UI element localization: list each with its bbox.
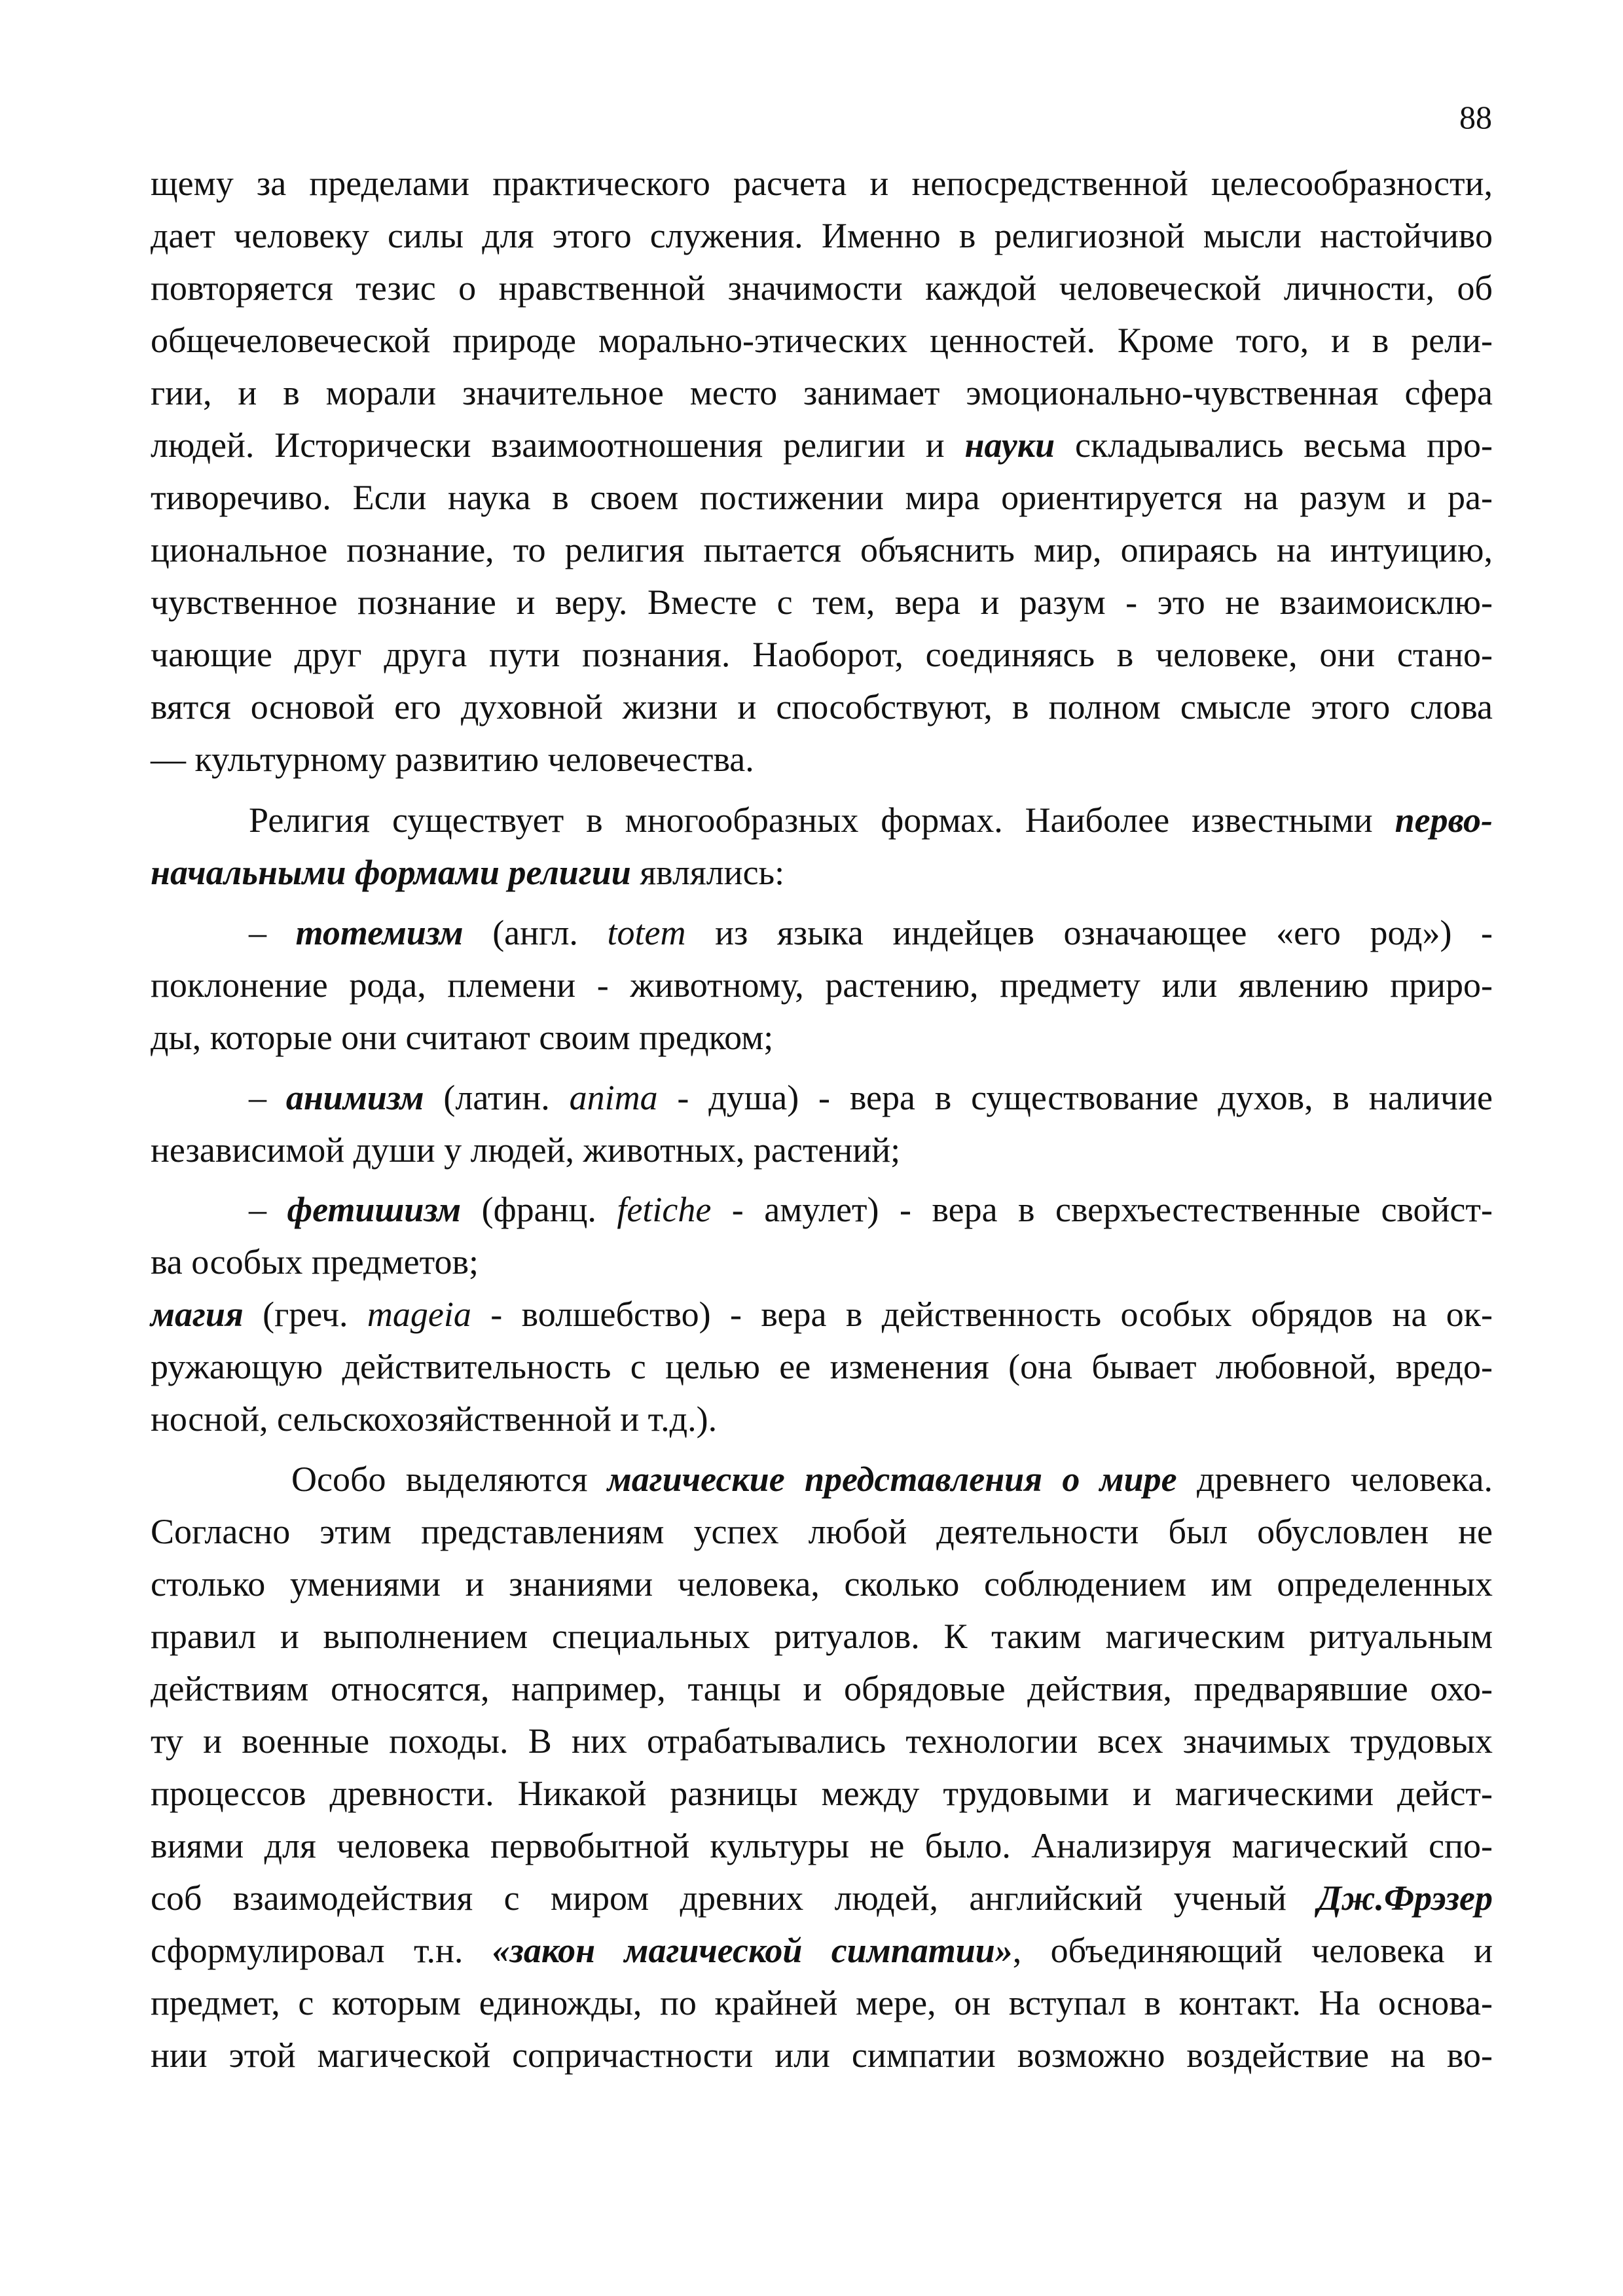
text-line: поклонение рода, племени - животному, растению, предмету или явлению приро- — [151, 965, 1493, 1005]
text-run: (греч. — [243, 1295, 367, 1334]
text-run: Религия существует в многообразных формах. Наиболее известными — [249, 800, 1395, 840]
text-line — [151, 419, 1493, 471]
list-dash: – — [249, 913, 296, 952]
text-line: процессов древности. Никакой разницы между трудовыми и магическими дейст- — [151, 1774, 1493, 1813]
text-line: гии, и в морали значительное место занимает эмоционально-чувственная сфера — [151, 373, 1493, 412]
text-line: ва особых предметов; — [151, 1242, 479, 1282]
text-run: складывались весьма про- — [1055, 425, 1493, 465]
term-totemism: тотемизм — [295, 913, 464, 952]
text-line — [151, 1872, 1493, 1924]
emphasis-term: «закон магической симпатии» — [492, 1931, 1013, 1970]
text-run: Особо выделяются — [291, 1460, 608, 1499]
text-run: - волшебство) - вера в действенность особых обрядов на ок- — [471, 1295, 1493, 1334]
foreign-word: fetiche — [617, 1190, 712, 1229]
text-run: (франц. — [461, 1190, 617, 1229]
text-line: чувственное познание и веру. Вместе с тем, вера и разум - это не взаимоисклю- — [151, 583, 1493, 622]
text-line: независимой души у людей, животных, растений; — [151, 1130, 901, 1170]
text-line — [291, 1453, 1493, 1505]
text-line: действиям относятся, например, танцы и обрядовые действия, предварявшие охо- — [151, 1669, 1493, 1708]
term-magic: магия — [151, 1295, 244, 1334]
foreign-word: anima — [569, 1078, 658, 1117]
list-item — [151, 1288, 1493, 1340]
text-run: (латин. — [424, 1078, 570, 1117]
list-item — [249, 1071, 1493, 1124]
author-name: Дж.Фрэзер — [1317, 1878, 1493, 1918]
page-number: 88 — [1459, 99, 1492, 135]
text-run: соб взаимодействия с миром древних людей, английский ученый — [151, 1878, 1318, 1918]
text-line: предмет, с которым единожды, по крайней мере, он вступал в контакт. На основа- — [151, 1983, 1493, 2022]
emphasis-term: магические представления о мире — [607, 1460, 1177, 1499]
text-line — [151, 846, 1493, 899]
emphasis-term: науки — [964, 425, 1055, 465]
text-line: столько умениями и знаниями человека, сколько соблюдением им определенных — [151, 1564, 1493, 1604]
text-run: - душа) - вера в существование духов, в наличие — [657, 1078, 1493, 1117]
text-run: из языка индейцев означающее «его род») - — [685, 913, 1493, 952]
text-line: — культурному развитию человечества. — [151, 740, 754, 779]
text-run: (англ. — [463, 913, 608, 952]
text-run: - амулет) - вера в сверхъестественные свойст- — [711, 1190, 1493, 1229]
text-line: вятся основой его духовной жизни и способствуют, в полном смысле этого слова — [151, 687, 1493, 726]
list-dash: – — [249, 1078, 286, 1117]
text-line: Согласно этим представлениям успех любой деятельности был обусловлен не — [151, 1512, 1493, 1551]
text-line: дает человеку силы для этого служения. Именно в религиозной мысли настойчиво — [151, 216, 1493, 255]
foreign-word: mageia — [367, 1295, 471, 1334]
text-line: ды, которые они считают своим предком; — [151, 1018, 774, 1057]
text-line: тиворечиво. Если наука в своем постижении мира ориентируется на разум и ра- — [151, 478, 1493, 517]
text-line — [151, 1924, 1493, 1977]
text-run: людей. Исторически взаимоотношения религии и — [151, 425, 965, 465]
text-line: щему за пределами практического расчета и непосредственной целесообразности, — [151, 164, 1493, 203]
text-run: , объединяющий человека и — [1012, 1931, 1493, 1970]
text-line: виями для человека первобытной культуры не было. Анализируя магический спо- — [151, 1826, 1493, 1865]
text-run: древнего человека. — [1176, 1460, 1493, 1499]
text-line: циональное познание, то религия пытается объяснить мир, опираясь на интуицию, — [151, 530, 1493, 569]
text-line: правил и выполнением специальных ритуалов. К таким магическим ритуальным — [151, 1617, 1493, 1656]
text-line: ружающую действительность с целью ее изменения (она бывает любовной, вредо- — [151, 1347, 1493, 1386]
term-fetishism: фетишизм — [287, 1190, 462, 1229]
text-line: чающие друг друга пути познания. Наоборот, соединяясь в человеке, они стано- — [151, 635, 1493, 674]
text-line: общечеловеческой природе морально-этических ценностей. Кроме того, и в рели- — [151, 321, 1493, 360]
emphasis-term: перво- — [1395, 800, 1493, 840]
text-line — [249, 794, 1493, 846]
list-item — [249, 906, 1493, 959]
text-run: являлись: — [630, 853, 785, 892]
foreign-word: totem — [607, 913, 686, 952]
text-line: носной, сельскохозяйственной и т.д.). — [151, 1399, 718, 1439]
text-line: повторяется тезис о нравственной значимости каждой человеческой личности, об — [151, 268, 1493, 308]
list-item — [249, 1183, 1493, 1236]
list-dash: – — [249, 1190, 287, 1229]
text-line: ту и военные походы. В них отрабатывались технологии всех значимых трудовых — [151, 1721, 1493, 1761]
emphasis-term: начальными формами религии — [151, 853, 631, 892]
term-animism: анимизм — [285, 1078, 424, 1117]
text-run: сформулировал т.н. — [151, 1931, 492, 1970]
text-line: нии этой магической сопричастности или симпатии возможно воздействие на во- — [151, 2036, 1493, 2075]
